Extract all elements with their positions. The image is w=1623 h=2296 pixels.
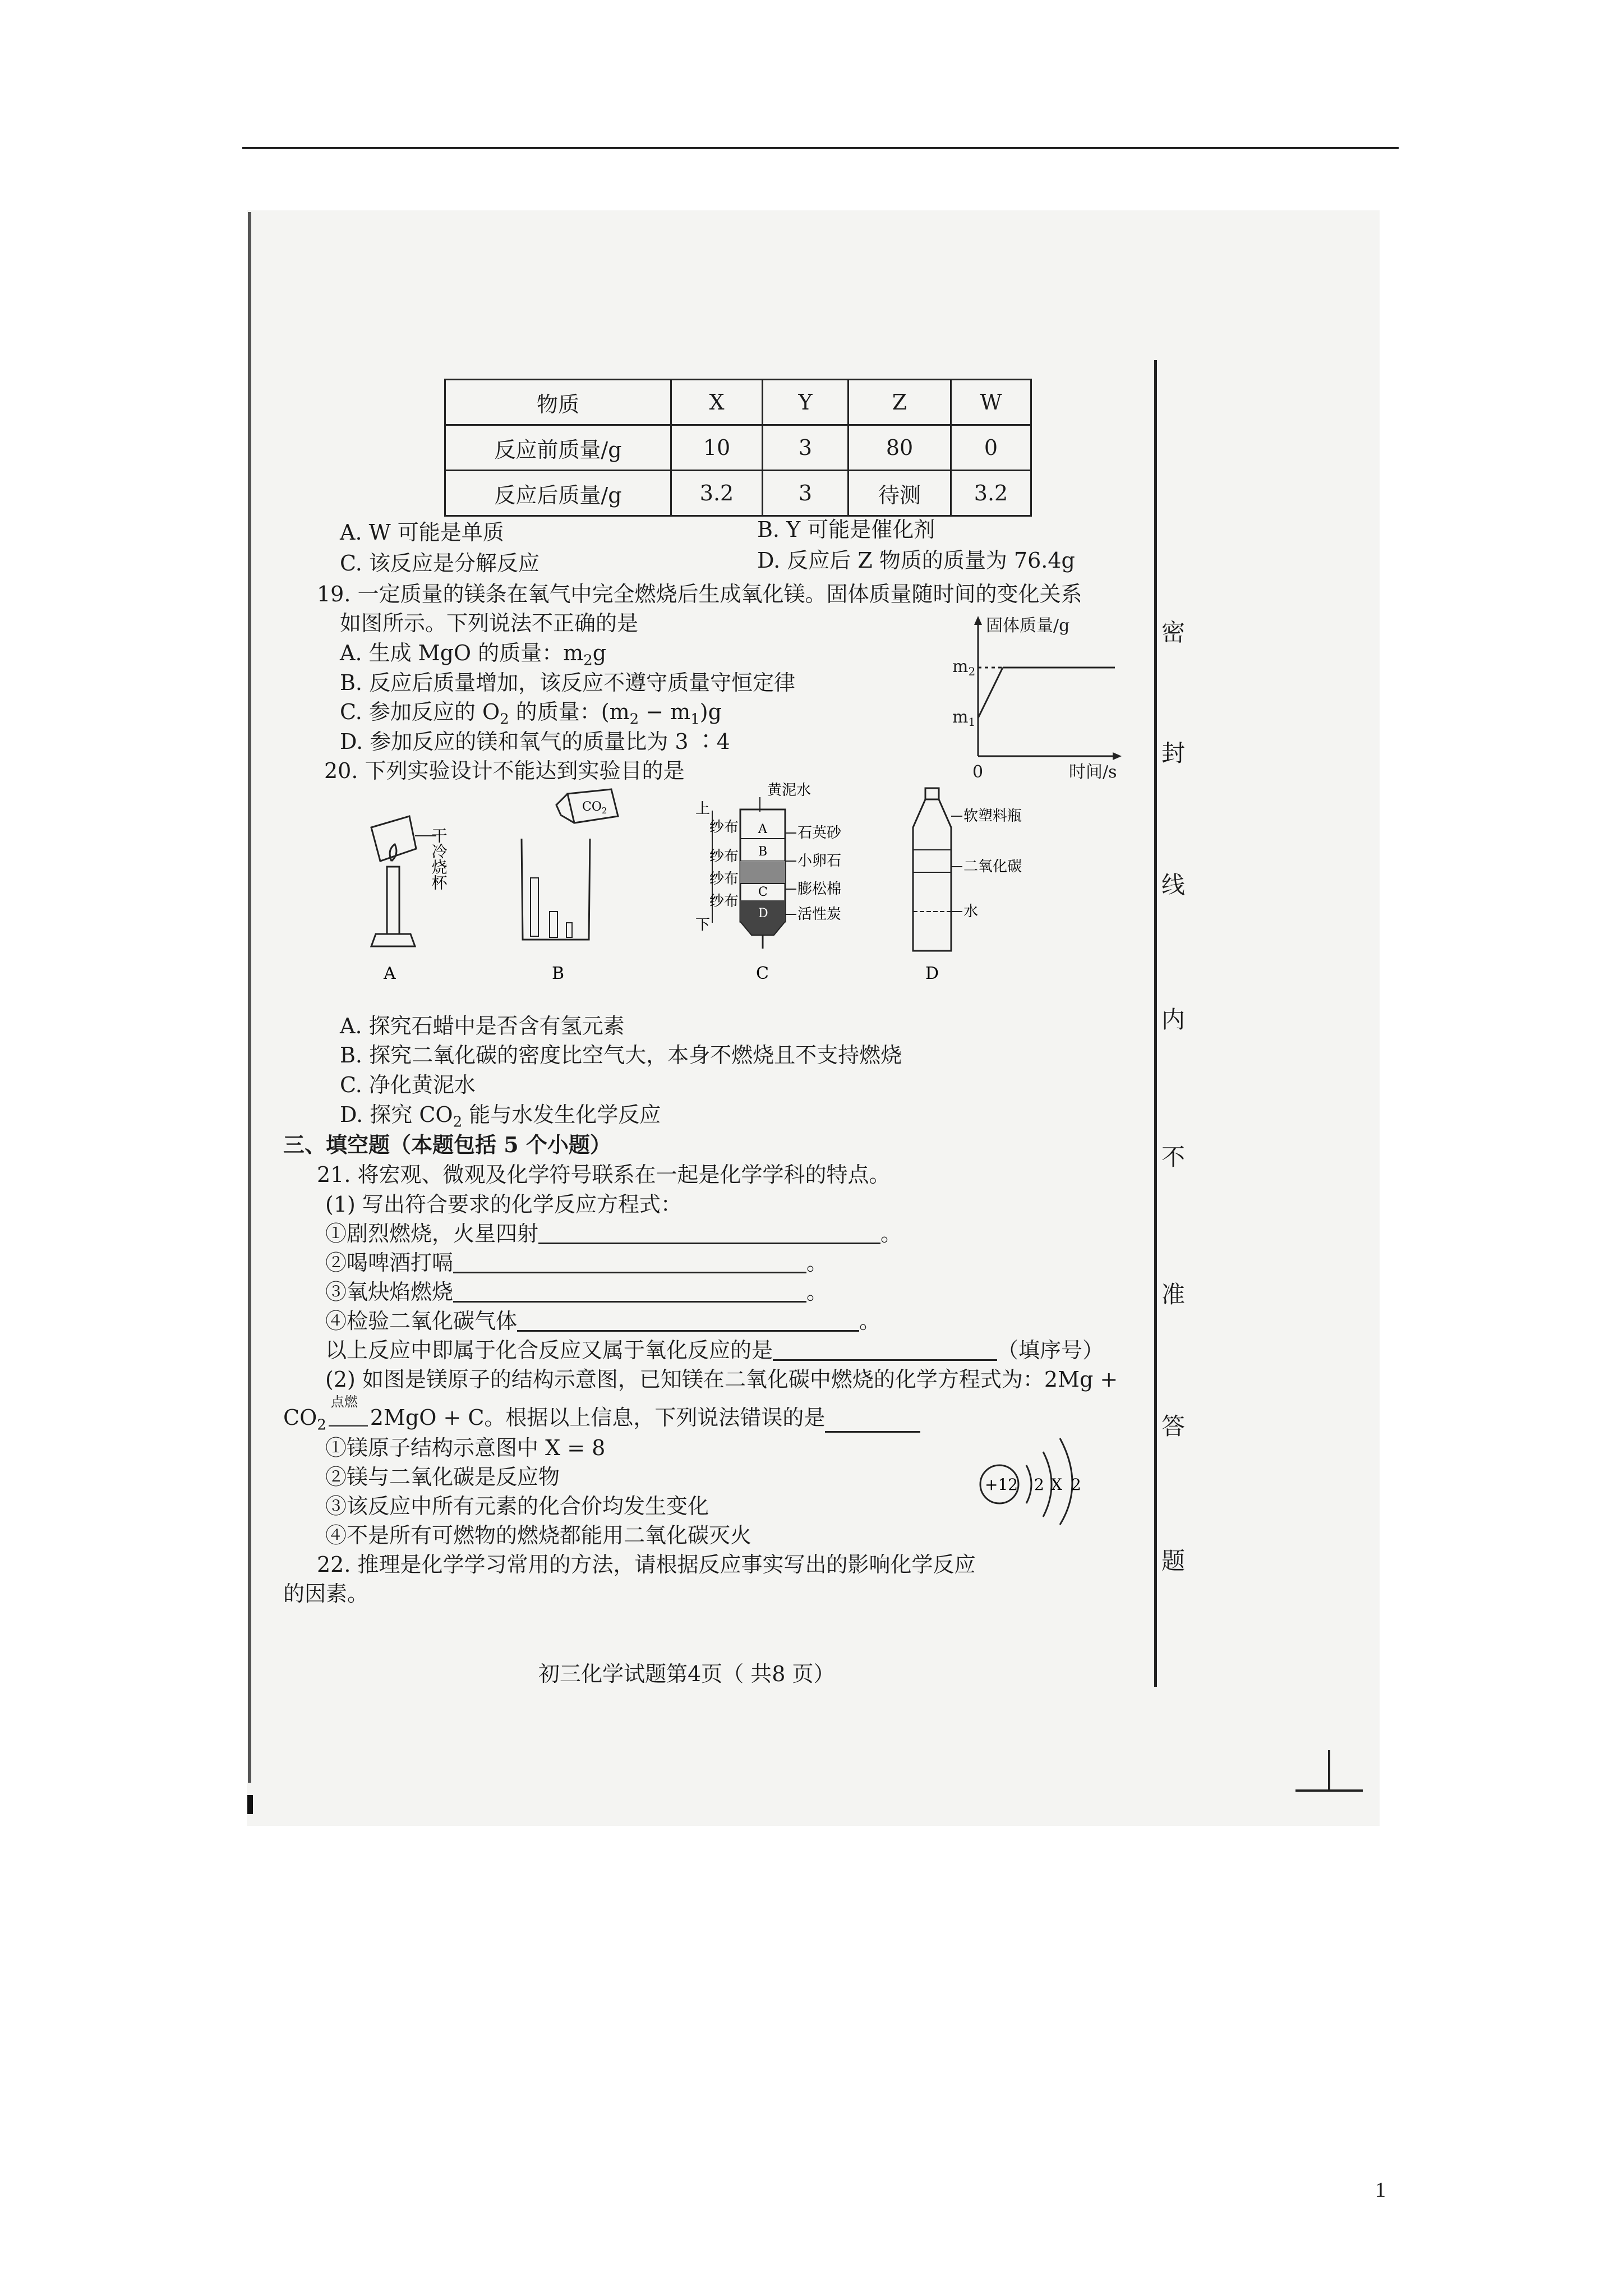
layer-c: C	[758, 885, 768, 899]
label-water: 水	[963, 903, 979, 920]
table-cell: 80	[849, 425, 951, 471]
label-gauze: 纱布	[709, 893, 739, 910]
seal-char: 不	[1161, 1143, 1185, 1171]
q21-statement-1: ①镁原子结构示意图中 X = 8	[325, 1435, 606, 1460]
pebble-layer	[740, 861, 785, 884]
table-cell: X	[671, 380, 763, 425]
answer-blank	[453, 1301, 806, 1303]
x-axis-arrow	[1113, 752, 1122, 760]
nucleus-charge: +12	[985, 1475, 1018, 1494]
candle	[387, 867, 399, 934]
gas-label: $CO_2$	[582, 800, 607, 816]
q20-apparatus-figures	[348, 783, 1049, 996]
answer-blank	[538, 1243, 880, 1244]
table-cell: 待测	[849, 471, 951, 516]
label-pebbles: 小卵石	[797, 853, 842, 869]
q20-option-c: C. 净化黄泥水	[340, 1073, 476, 1097]
electron-shell	[1043, 1452, 1052, 1517]
q21-item-4: ④检验二氧化碳气体 。	[325, 1309, 881, 1333]
q20-option-b: B. 探究二氧化碳的密度比空气大，本身不燃烧且不支持燃烧	[340, 1043, 902, 1068]
answer-blank	[773, 1359, 997, 1361]
q19-option-d: D. 参加反应的镁和氧气的质量比为 3 ∶4	[340, 729, 730, 754]
label-muddy-water: 黄泥水	[767, 783, 811, 799]
q19-option-b: B. 反应后质量增加，该反应不遵守质量守恒定律	[340, 670, 796, 695]
page-footer: 初三化学试题第4页（ 共8 页）	[538, 1662, 835, 1686]
fig-b-label: B	[552, 964, 565, 983]
bottle-cap	[925, 788, 939, 799]
q21-item-3: ③氧炔焰燃烧 。	[325, 1280, 828, 1304]
label-carbon-dioxide: 二氧化碳	[963, 858, 1022, 875]
y-axis-arrow	[974, 616, 982, 625]
q19-stem-cont: 如图所示。下列说法不正确的是	[340, 611, 639, 636]
q18-option-d: D. 反应后 Z 物质的质量为 76.4g	[757, 548, 1075, 573]
q21-statement-2: ②镁与二氧化碳是反应物	[325, 1465, 560, 1489]
m2-label: $m_2$	[952, 657, 976, 678]
label-up: 上	[695, 800, 711, 817]
table-cell: 3	[763, 425, 849, 471]
q22-stem-cont: 的因素。	[283, 1581, 369, 1606]
layer-a: A	[758, 822, 767, 836]
fig-a-label: A	[384, 964, 396, 983]
q21-stem: 21. 将宏观、微观及化学符号联系在一起是化学学科的特点。	[317, 1162, 891, 1187]
q21-statement-4: ④不是所有可燃物的燃烧都能用二氧化碳灭火	[325, 1523, 752, 1548]
tiny-candle	[566, 923, 572, 937]
x-axis-label: 时间/s	[1069, 762, 1117, 780]
q21-item-1: ①剧烈燃烧，火星四射 。	[325, 1221, 902, 1246]
q21-statement-3: ③该反应中所有元素的化合价均发生变化	[325, 1494, 709, 1519]
table-row	[445, 425, 1031, 471]
stair	[531, 878, 538, 936]
label-gauze: 纱布	[709, 848, 739, 865]
electron-shell	[1026, 1465, 1031, 1503]
fig-b-co2-pour	[522, 789, 618, 983]
m1-label: $m_1$	[952, 707, 976, 729]
q19-mass-time-graph	[947, 611, 1132, 780]
answer-blank	[517, 1330, 859, 1332]
table-cell: 反应前质量/g	[445, 425, 671, 471]
answer-blank	[453, 1272, 806, 1273]
candle-holder	[371, 934, 415, 946]
table-row	[445, 471, 1031, 516]
label-activated-carbon: 活性炭	[797, 906, 842, 923]
table-cell: W	[951, 380, 1031, 425]
q22-stem: 22. 推理是化学学习常用的方法，请根据反应事实写出的影响化学反应	[317, 1552, 976, 1577]
table-cell: 3.2	[951, 471, 1031, 516]
q19-stem: 19. 一定质量的镁条在氧气中完全燃烧后生成氧化镁。固体质量随时间的变化关系	[317, 582, 1082, 606]
fig-d-label: D	[925, 964, 939, 983]
shell-2-electrons: X	[1051, 1475, 1062, 1494]
flame-icon	[390, 844, 396, 861]
table-cell: Z	[849, 380, 951, 425]
fig-c-label: C	[756, 964, 769, 983]
seal-char: 内	[1161, 1006, 1185, 1033]
magnesium-atom-diagram	[976, 1430, 1150, 1526]
top-rule	[242, 147, 1399, 149]
table-row	[445, 380, 1031, 425]
q20-option-a: A. 探究石蜡中是否含有氢元素	[340, 1014, 625, 1038]
origin-label: 0	[972, 762, 984, 780]
fig-a-candle-beaker	[371, 816, 448, 983]
label-cotton: 膨松棉	[797, 881, 842, 898]
seal-char: 题	[1161, 1547, 1185, 1575]
corner-mark	[1295, 1789, 1363, 1792]
seal-char: 答	[1161, 1412, 1185, 1440]
table-cell: 3	[763, 471, 849, 516]
seal-char: 封	[1161, 739, 1185, 767]
table-cell: 10	[671, 425, 763, 471]
left-binding-mark	[247, 1795, 253, 1814]
q21-item-2: ②喝啤酒打嗝 。	[325, 1250, 828, 1275]
inverted-beaker	[371, 816, 416, 861]
q18-option-c: C. 该反应是分解反应	[340, 551, 540, 576]
q21-summary: 以上反应中即属于化合反应又属于氧化反应的是 （填序号）	[325, 1338, 1104, 1363]
label-down: 下	[695, 917, 711, 933]
bottle-body	[913, 799, 951, 951]
label-soft-bottle: 软塑料瓶	[963, 808, 1022, 825]
layer-d: D	[758, 907, 768, 921]
answer-blank	[825, 1431, 920, 1433]
label-gauze: 纱布	[709, 871, 739, 887]
q18-option-b: B. Y 可能是催化剂	[757, 517, 935, 542]
seal-char: 密	[1161, 619, 1185, 646]
q18-mass-table	[444, 379, 1032, 517]
table-cell: 0	[951, 425, 1031, 471]
label-quartz-sand: 石英砂	[797, 825, 842, 841]
label-gauze: 纱布	[709, 819, 739, 836]
q21-part2: (2) 如图是镁原子的结构示意图，已知镁在二氧化碳中燃烧的化学方程式为：2Mg +	[325, 1367, 1118, 1392]
table-cell: 反应后质量/g	[445, 471, 671, 516]
q19-option-c: C. 参加反应的 $O_2$ 的质量：$(m_2 - m_1)g$	[340, 700, 722, 728]
short-candle	[550, 912, 557, 937]
page-left-edge	[248, 212, 251, 1783]
mass-rise-line	[978, 668, 1003, 718]
shell-1-electrons: 2	[1034, 1475, 1044, 1494]
seal-char: 准	[1161, 1281, 1185, 1308]
q18-option-a: A. W 可能是单质	[340, 520, 504, 545]
shell-3-electrons: 2	[1071, 1475, 1081, 1494]
fig-a-text: 干冷烧杯	[429, 827, 448, 890]
fig-c-water-filter	[695, 783, 842, 983]
table-cell: 3.2	[671, 471, 763, 516]
seal-char: 线	[1161, 871, 1185, 899]
layer-b: B	[758, 845, 768, 859]
page-number: 1	[1375, 2178, 1386, 2202]
beaker	[522, 839, 590, 940]
q20-stem: 20. 下列实验设计不能达到实验目的是	[324, 758, 685, 783]
q21-part2-equation: $CO_2$ 点燃 2MgO + C。根据以上信息，下列说法错误的是	[283, 1407, 920, 1433]
q21-part1: (1) 写出符合要求的化学反应方程式：	[325, 1192, 682, 1217]
section-title: 三、填空题（本题包括 5 个小题）	[283, 1132, 611, 1157]
y-axis-label: 固体质量/g	[986, 616, 1070, 636]
fig-d-plastic-bottle	[913, 788, 1022, 983]
q19-option-a: A. 生成 MgO 的质量：$m_2g$	[340, 641, 607, 669]
table-cell: Y	[763, 380, 849, 425]
table-cell: 物质	[445, 380, 671, 425]
q20-option-d: D. 探究 $CO_2$ 能与水发生化学反应	[340, 1102, 661, 1131]
corner-mark-stem	[1328, 1750, 1330, 1789]
